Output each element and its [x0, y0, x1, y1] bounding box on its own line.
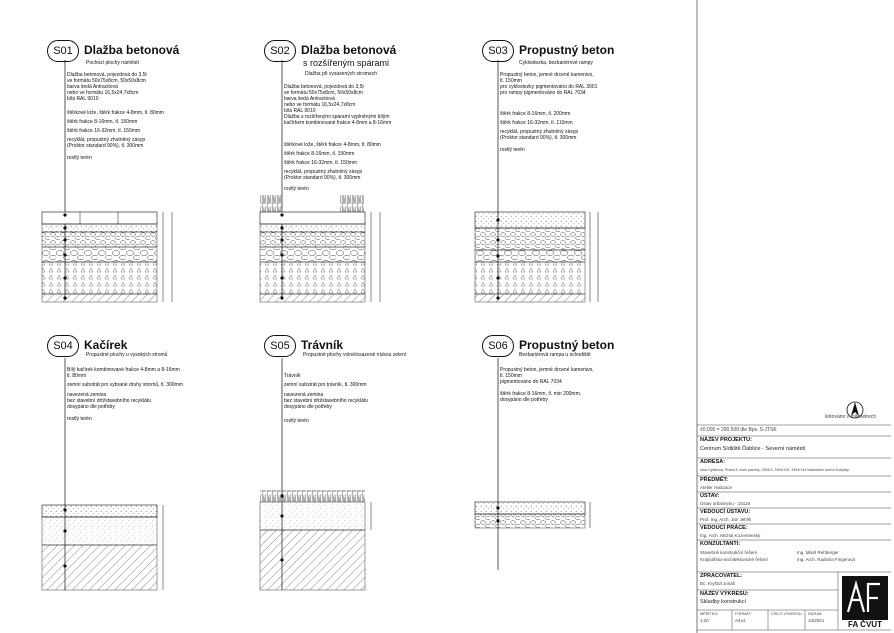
detail-code-s04: S04: [47, 335, 79, 357]
supervisor-value: Ing. Arch. Michal Kuzemenský: [700, 533, 761, 538]
units-note: kótováno v milimetrech: [825, 414, 877, 420]
detail-code-s02: S02: [264, 40, 296, 62]
number-label: ČÍSLO VÝKRESU:: [771, 612, 803, 616]
drawing-label: NÁZEV VÝKRESU:: [700, 591, 749, 597]
layer-label: štěrk frakce 16-32mm, tl. 110mm: [500, 120, 573, 126]
detail-code-s05: S05: [264, 335, 296, 357]
detail-subtitle-s02: Dlažba při vysazených stromech: [305, 71, 377, 77]
layer-label: štěrkové lože, štěrk frakce 4-8mm, tl. 80mm: [284, 142, 381, 148]
institute-value: Ústav urbanismu - 15119: [700, 501, 750, 506]
scale-value: 1:20: [700, 618, 709, 623]
detail-title-s04: Kačírek: [84, 338, 128, 352]
layer-label: Dlažba betonová, pojezdová do 3,5t ve formátu 50x75x8cm, 50x50x8cm barva šedá Antracitová nebo ve formátu 16,5x24,7x8cm bílá RAL 9010: [67, 72, 147, 102]
detail-subtitle-s05: Propustné plochy volné/osazené nízkou zelení: [303, 352, 407, 358]
layer-label: štěrk frakce 8-16mm, tl. min 200mm, dosypáno dle potřeby: [500, 391, 582, 403]
format-label: FORMÁT:: [735, 612, 752, 616]
consultants-label: KONZULTANTI:: [700, 541, 741, 547]
detail-title-s02: Dlažba betonová: [301, 43, 397, 57]
detail-title-s03: Propustný beton: [519, 43, 615, 57]
layer-label: recyklát, propustný zhutněný zásyp (Proktor standard 90%), tl. 300mm: [284, 169, 363, 181]
consultant-name-1: Ing. Miloš Rehberger: [797, 550, 839, 555]
layer-label: navezená zemina bez stavební drti/stavebního recyklátu dosypáno dle potřeby: [67, 392, 151, 410]
layer-label: rostlý terén: [284, 418, 309, 424]
subject-value: Ateliér realizace: [700, 485, 733, 490]
detail-title-s01: Dlažba betonová: [84, 43, 180, 57]
drawing-value: Skladby konstrukcí: [700, 599, 747, 605]
school-logo-icon: [842, 576, 888, 620]
detail-code-s06: S06: [482, 335, 514, 357]
detail-subtitle-s01: Pochozí plochy náměstí: [86, 60, 140, 66]
head-value: Prof. Ing. Arch. Jan Jehlík: [700, 517, 752, 522]
layer-label: Trávník: [284, 373, 301, 379]
layer-label: recyklát, propustný zhutněný zásyp (Proktor standard 90%), tl. 300mm: [500, 129, 579, 141]
consultant-role-2: Krajinářsko-architektonické řešení: [700, 557, 768, 562]
detail-subtitle-s04: Propustné plochy u vysokých stromů: [86, 352, 168, 358]
height-note: ±0.000 = 290.500 dle Bpv. S-JTSK: [700, 427, 777, 433]
layer-label: Propustný beton, jemné drcené kamenivo, tl. 150mm pigmentováno do RAL 7034: [500, 367, 594, 385]
layer-label: Propustný beton, jemné drcené kamenivo, tl. 150mm pro cyklostezky pigmentováno do RAL 3001 pro rampy pigmentováno do RAL 7034: [500, 72, 598, 96]
layer-label: Dlažba betonová, pojezdová do 3,5t ve formátu 50x75x8cm, 50x50x8cm barva šedá Antracitová nebo ve formátu 16,5x24,7x8cm bílá RAL 9010 Dlažba s rozšířenými spárami vyplněnými bílým kačírkem kombinované frakce 4-8mm a 8-16mm: [284, 84, 392, 126]
titleblock: [697, 414, 891, 436]
layer-label: štěrk frakce 8-16mm, tl. 150mm: [67, 119, 138, 125]
layer-label: rostlý terén: [67, 155, 92, 161]
address-label: ADRESA:: [700, 459, 726, 465]
layer-label: štěrk frakce 8-16mm, tl. 150mm: [284, 151, 355, 157]
layer-label: recyklát, propustný zhutněný zásyp (Proktor standard 90%), tl. 300mm: [67, 137, 146, 149]
project-value: Centrum Sídliště Ďáblice - Severní náměstí: [700, 446, 806, 452]
detail-title-s06: Propustný beton: [519, 338, 615, 352]
layer-label: rostlý terén: [500, 147, 525, 153]
layer-label: zemní substrát pro trávník, tl. 300mm: [284, 382, 367, 388]
layer-label: navezená zemina bez stavební drti/stavebního recyklátu dosypáno dle potřeby: [284, 392, 368, 410]
author-value: Bc. Kryštof Jonáš: [700, 581, 736, 586]
date-value: 13/2021: [808, 618, 825, 623]
detail-code-s03: S03: [482, 40, 514, 62]
layer-label: rostlý terén: [284, 186, 309, 192]
layer-label: zemní substrát pro vybrané druhy stromů, tl. 300mm: [67, 382, 183, 388]
detail-title2-s02: s rozšířeným spárami: [303, 58, 390, 68]
consultant-role-1: Stavebně konstrukční řešení: [700, 550, 758, 555]
layer-label: štěrkové lože, štěrk frakce 4-8mm, tl. 80mm: [67, 110, 164, 116]
consultant-name-2: Ing. Arch. Radmila Fingerová: [797, 557, 856, 562]
scale-label: MĚŘÍTKO:: [700, 612, 719, 616]
section-s06: [475, 358, 590, 570]
detail-subtitle-s06: Bezbariérová rampa u schodiště: [519, 352, 591, 358]
detail-title-s05: Trávník: [301, 338, 344, 352]
project-label: NÁZEV PROJEKTU:: [700, 437, 752, 443]
layer-label: Bílý kačírek kombinované frakce 4-8mm a 8-16mm tl. 80mm: [67, 367, 180, 379]
layer-label: rostlý terén: [67, 416, 92, 422]
section-s03: [475, 60, 598, 302]
format-value: A4x4: [735, 618, 746, 623]
detail-code-s01: S01: [47, 40, 79, 62]
author-label: ZPRACOVATEL:: [700, 573, 743, 579]
layer-label: štěrk frakce 16-32mm, tl. 150mm: [284, 160, 358, 166]
institute-label: ÚSTAV:: [700, 493, 720, 499]
layer-label: štěrk frakce 8-16mm, tl. 200mm: [500, 111, 571, 117]
address-value: ulice Kyselova, Praha 8, číslo parcely: 3394/1, 3394/119, 3394/144 katastrální území Kobylisy: [700, 468, 849, 472]
subject-label: PŘEDMĚT:: [700, 477, 729, 483]
supervisor-label: VEDOUCÍ PRÁCE:: [700, 525, 748, 531]
head-label: VEDOUCÍ ÚSTAVU:: [700, 509, 751, 515]
layer-label: štěrk frakce 16-32mm, tl. 150mm: [67, 128, 141, 134]
detail-subtitle-s03: Cyklostezka, bezbariérové rampy: [519, 60, 593, 66]
school-name: FA ČVUT: [842, 620, 888, 629]
date-label: DATUM:: [808, 612, 823, 616]
